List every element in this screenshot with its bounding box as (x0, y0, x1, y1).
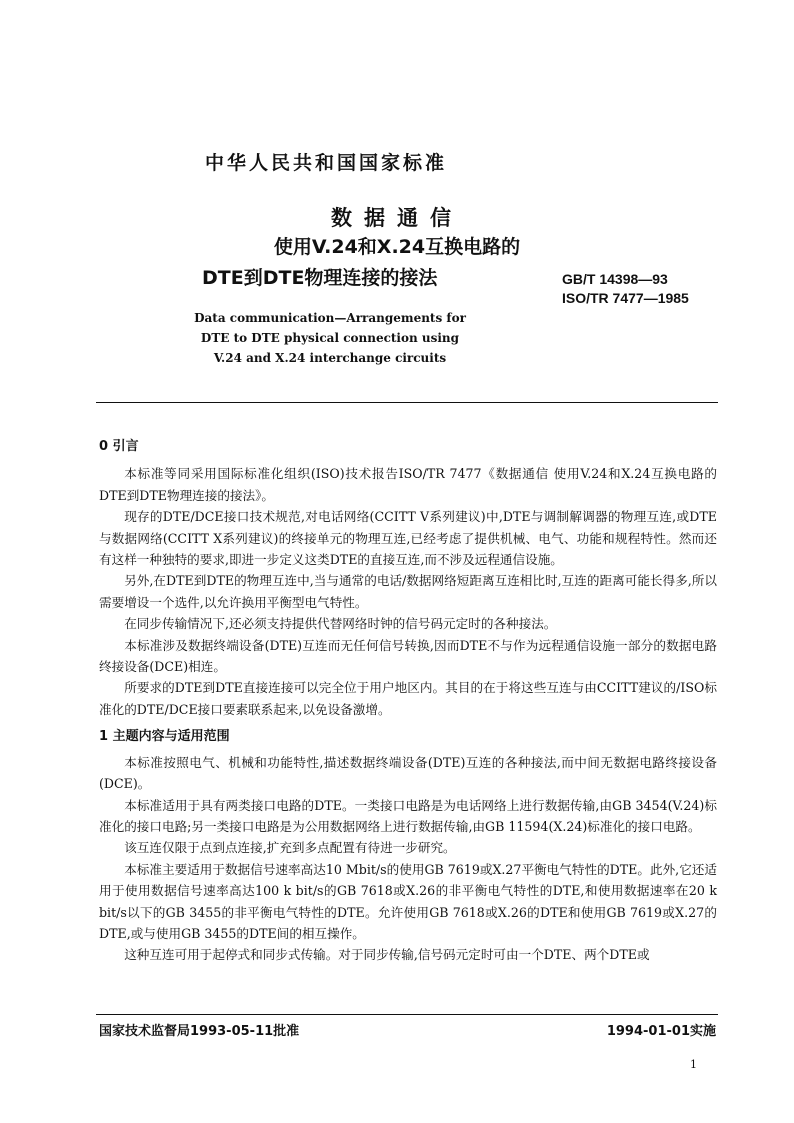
paragraph: 该互连仅限于点到点连接,扩充到多点配置有待进一步研究。 (124, 840, 456, 856)
paragraph: 本标准等同采用国际标准化组织(ISO)技术报告ISO/TR 7477《数据通信 使用V.24和X.24互换电路的DTE到DTE物理连接的接法》。 (99, 466, 717, 503)
page-number: 1 (690, 1058, 697, 1071)
paragraph: 所要求的DTE到DTE直接连接可以完全位于用户地区内。其目的在于将这些互连与由CCITT建议的/ISO标准化的DTE/DCE接口要素联系起来,以免设备激增。 (99, 680, 717, 717)
english-title-line: V.24 and X.24 interchange circuits (213, 351, 447, 365)
header-divider (96, 402, 718, 403)
title-line-1: 数据通信 (331, 206, 463, 230)
english-title (0, 308, 660, 368)
footer-divider (96, 1014, 718, 1015)
paragraph: 本标准适用于具有两类接口电路的DTE。一类接口电路是为电话网络上进行数据传输,由GB 3454(V.24)标准化的接口电路;另一类接口电路是为公用数据网络上进行数据传输,由GB 11594(X.24)标准化的接口电路。 (99, 797, 717, 834)
english-title-line: DTE to DTE physical connection using (200, 331, 460, 345)
implementation-date: 1994-01-01实施 (606, 1024, 716, 1039)
national-standard-label: 中华人民共和国国家标准 (205, 152, 448, 174)
paragraph: 这种互连可用于起停式和同步式传输。对于同步传输,信号码元定时可由一个DTE、两个DTE或 (124, 947, 650, 963)
title-line-3: DTE到DTE物理连接的接法 (202, 267, 438, 289)
english-title-line: Data communication—Arrangements for (194, 311, 466, 325)
paragraph: 本标准涉及数据终端设备(DTE)互连而无任何信号转换,因而DTE不与作为远程通信设施一部分的数据电路终接设备(DCE)相连。 (99, 637, 717, 675)
paragraph: 另外,在DTE到DTE的物理互连中,当与通常的电话/数据网络短距离互连相比时,互连的距离可能长得多,所以需要增设一个选件,以允许换用平衡型电气特性。 (99, 573, 717, 610)
paragraph: 在同步传输情况下,还必须支持提供代替网络时钟的信号码元定时的各种接法。 (124, 616, 557, 632)
document-body (99, 436, 717, 966)
paragraph: 本标准主要适用于数据信号速率高达10 Mbit/s的使用GB 7619或X.27平衡电气特性的DTE。此外,它还适用于使用数据信号速率高达100 k bit/s的GB 7618或X.26的非平衡电气特性的DTE,和使用数据速率在20 k bit/s以下的GB 3455的非平衡电气特性的DTE。允许使用GB 7618或X.26的DTE和使用GB 7619或X.27的DTE,或与使用GB 3455的DTE间的相互操作。 (99, 861, 717, 941)
iso-standard-number: ISO/TR 7477—1985 (562, 290, 689, 306)
section-heading-scope: 1 主题内容与适用范围 (99, 729, 230, 745)
standard-numbers (562, 270, 689, 308)
section-heading-introduction: 0 引言 (99, 439, 139, 454)
paragraph: 现存的DTE/DCE接口技术规范,对电话网络(CCITT V系列建议)中,DTE与调制解调器的物理互连,或DTE与数据网络(CCITT X系列建议)的终接单元的物理互连,已经考虑了提供机械、电气、功能和规程特性。然而还有这样一种独特的要求,即进一步定义这类DTE的直接互连,而不涉及远程通信设施。 (99, 509, 717, 568)
approval-date: 国家技术监督局1993-05-11批准 (99, 1024, 300, 1039)
gb-standard-number: GB/T 14398—93 (562, 271, 668, 287)
title-line-2: 使用V.24和X.24互换电路的 (273, 236, 521, 258)
paragraph: 本标准按照电气、机械和功能特性,描述数据终端设备(DTE)互连的各种接法,而中间无数据电路终接设备(DCE)。 (99, 754, 717, 792)
